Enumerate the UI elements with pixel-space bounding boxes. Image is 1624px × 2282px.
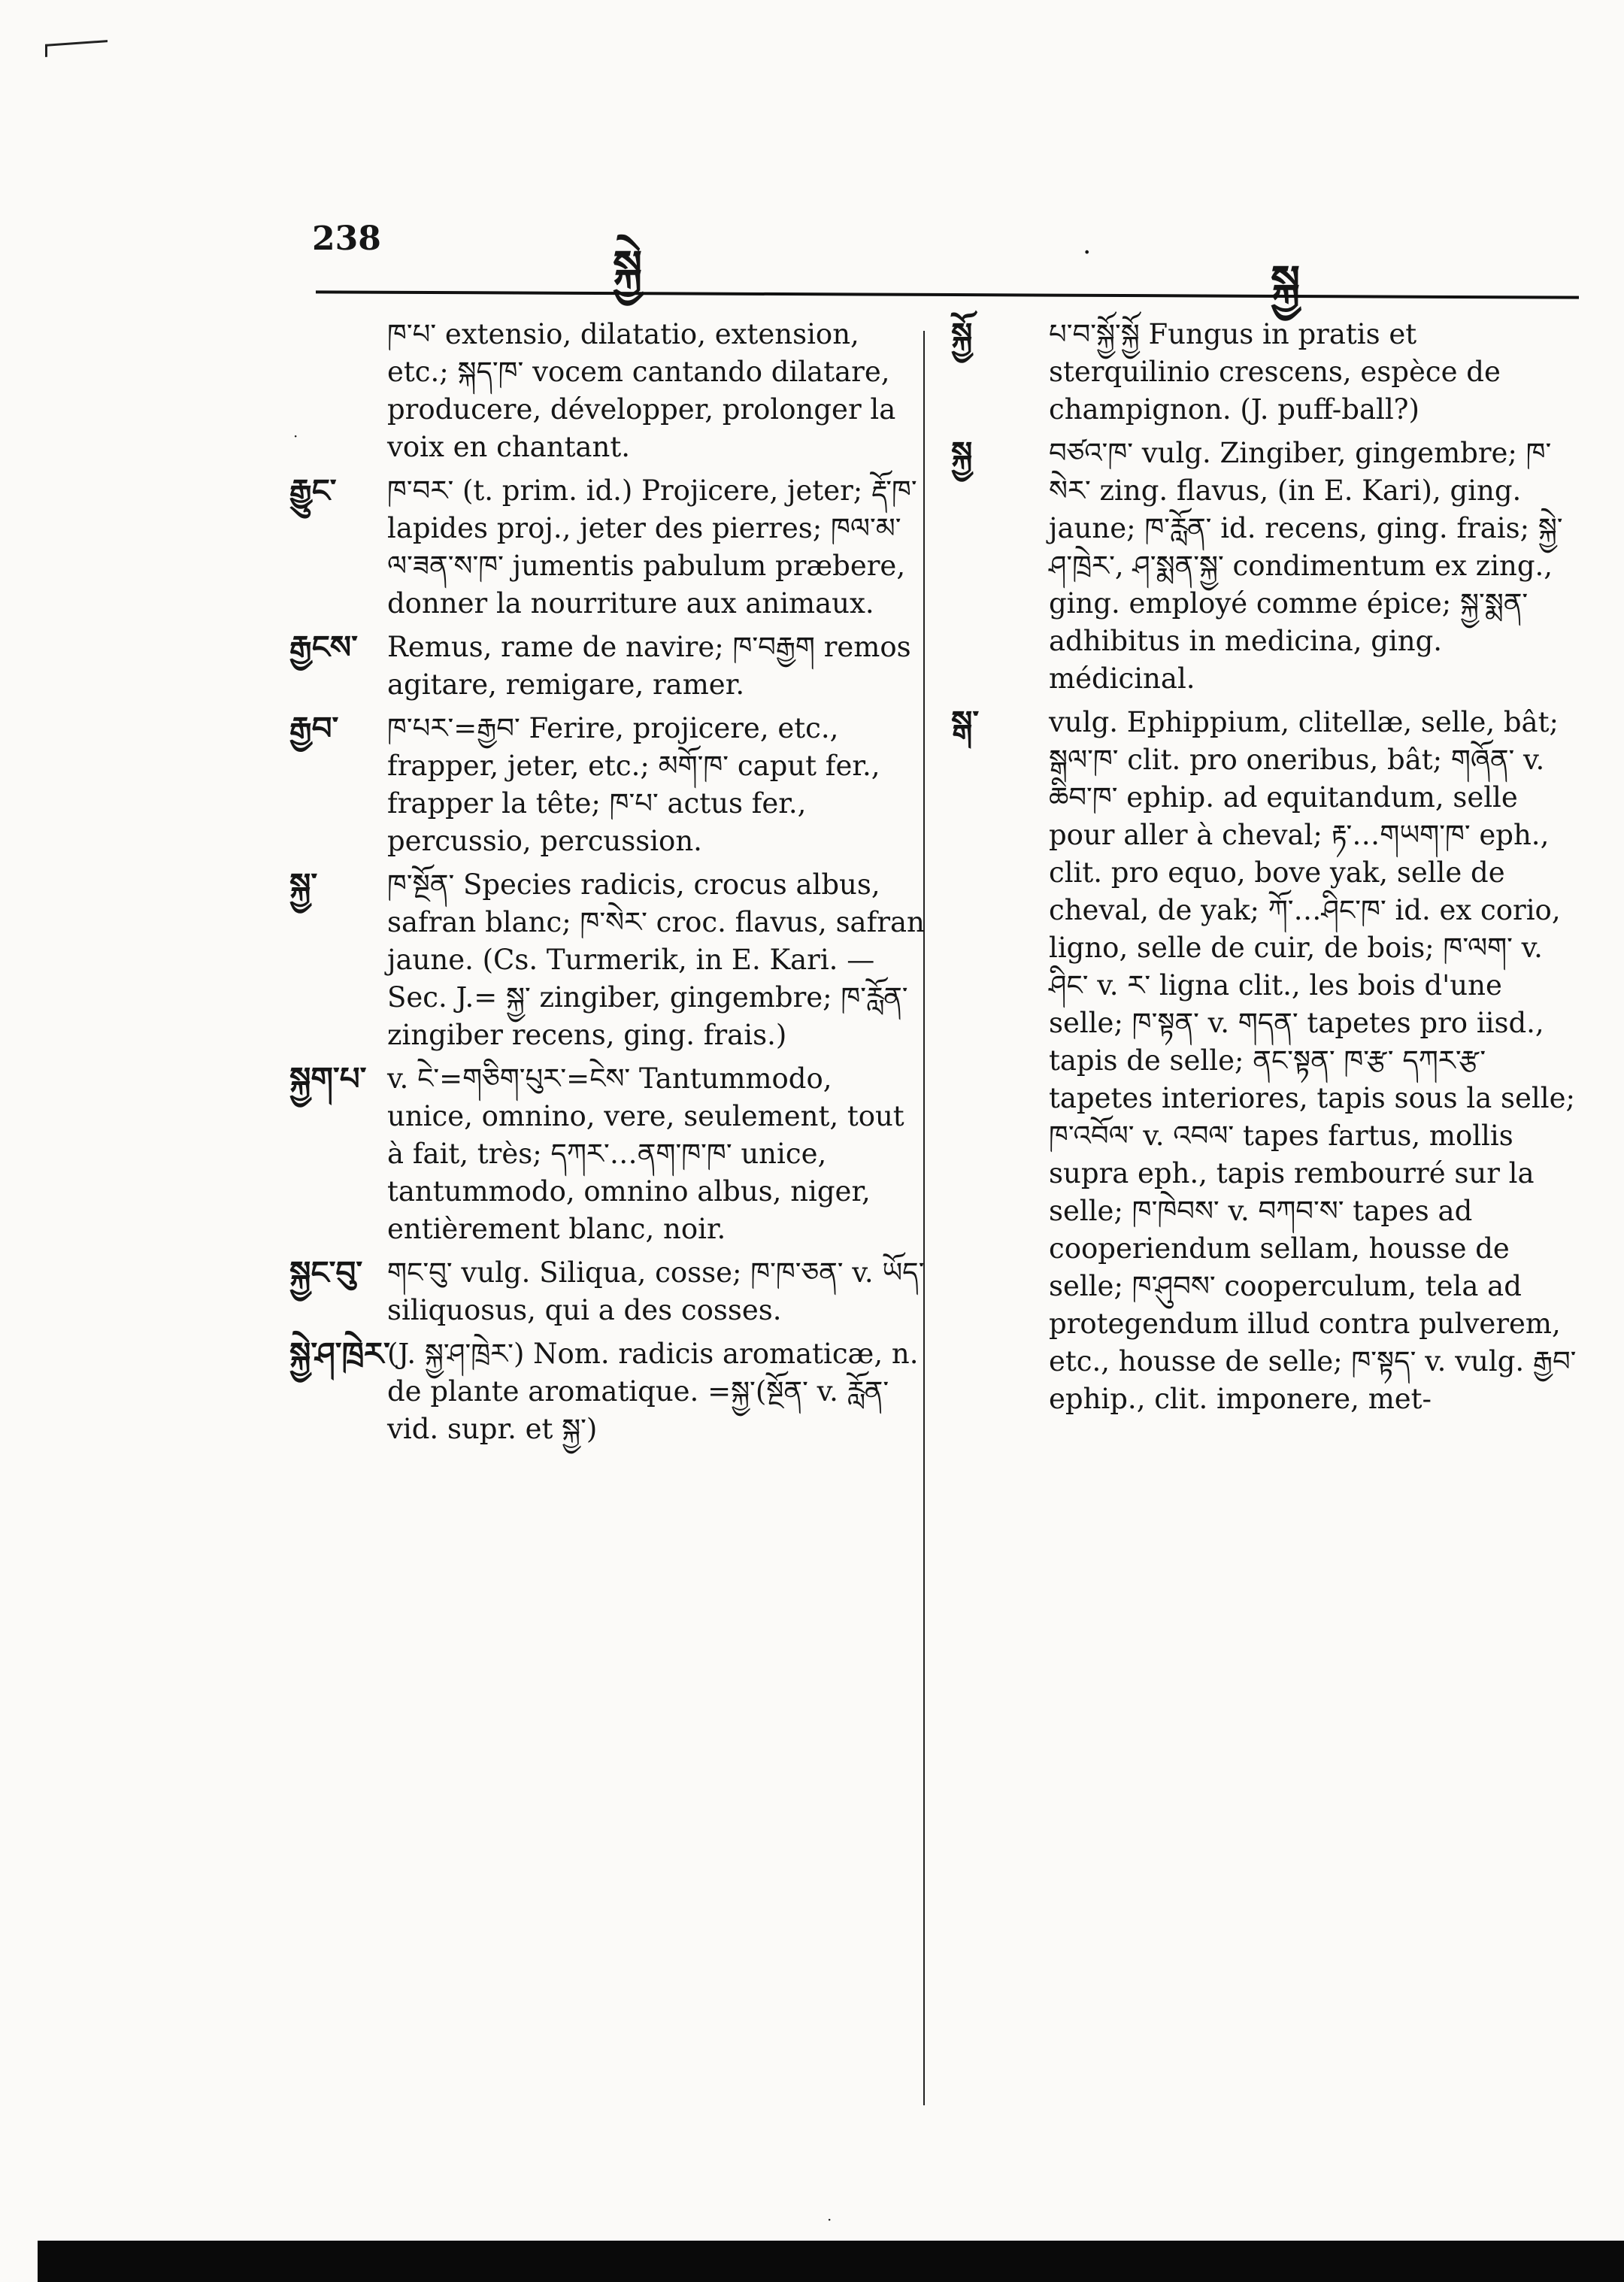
dictionary-entry [289,1254,925,1329]
entry-text: གང་བུ་ vulg. Siliqua, cosse; ཁ་ཁ་ཅན་ v. ཡོད་ siliquosus, qui a des cosses. [387,1256,925,1326]
entry-text: ཁ་པ་ extensio, dilatatio, extension, etc.; སྐད་ཁ་ vocem cantando dilatare, producere, développer, prolonger la voix en chantant. [387,318,896,463]
entry-headword: སྐྱེ་ཤ་ཁྲེར་ [289,1335,390,1372]
entry-headword: སྐྱག་པ་ [289,1060,367,1097]
dictionary-entry [289,472,925,623]
entry-headword: སྐྱ [951,435,973,471]
bottom-dot: · [827,2211,832,2229]
page-number: 238 [312,220,381,258]
entry-text: ཁ་སྔོན་ Species radicis, crocus albus, safran blanc; ཁ་སེར་ croc. flavus, safran jaune. (Cs. Turmerik, in E. Kari. — Sec. J.= སྐྱ་ zingiber, gingembre; ཁ་རློན་ zingiber recens, ging. frais.) [387,868,925,1051]
entry-headword: སྐྱོ [951,316,973,353]
dictionary-entry [951,435,1583,698]
page-header [312,212,1579,307]
entry-headword: སྐྱ་ [289,866,318,903]
entry-text: v. ངེ་=གཅིག་པུར་=ངེས་ Tantummodo, unice, omnino, vere, seulement, tout à fait, très; དཀར་…ནག་ཁ་ཁ་ unice, tantummodo, omnino albus, niger, entièrement blanc, noir. [387,1062,904,1245]
entry-headword: རྒྱུང་ [289,472,337,509]
dictionary-entry [289,1060,925,1248]
corner-mark [45,40,108,57]
entry-text: ཁ་བར་ (t. prim. id.) Projicere, jeter; རྡོ་ཁ་ lapides proj., jeter des pierres; ཁལ་མ་ལ་ཟན་ས་ཁ་ jumentis pabulum præbere, donner la nourriture aux animaux. [387,474,917,620]
left-column [289,316,925,1454]
entry-text: (J. སྐྱ་ཤ་ཁྲེར་) Nom. radicis aromaticæ, n. de plante aromatique. =སྐྱ་(སྔོན་ v. རློན་ vid. supr. et སྐྱ་) [387,1338,919,1445]
entry-headword: སྒ་ [951,704,980,741]
left-heading: སྐྱེ [613,241,643,292]
entry-text: ཁ་པར་=རྒྱབ་ Ferire, projicere, etc., frapper, jeter, etc.; མགོ་ཁ་ caput fer., frapper la tête; ཁ་པ་ actus fer., percussio, percussion. [387,712,880,857]
dictionary-entry [289,866,925,1054]
dictionary-entry [951,704,1583,1418]
dictionary-entry [289,629,925,704]
entry-headword: རྒྱབ་ [289,710,339,747]
entry-headword: རྒྱངས་ [289,629,358,665]
scan-bottom-bar [38,2241,1624,2282]
dictionary-entry [289,710,925,860]
dictionary-entry [951,316,1583,429]
dictionary-entry [289,1335,925,1448]
entry-text: Remus, rame de navire; ཁ་བརྒྱག remos agitare, remigare, ramer. [387,631,911,701]
right-column [951,316,1583,1424]
right-heading: སྐྱ [1271,256,1301,307]
dictionary-entry [289,316,925,466]
entry-text: བཙའ་ཁ་ vulg. Zingiber, gingembre; ཁ་སེར་ zing. flavus, (in E. Kari), ging. jaune; ཁ་རློན་ id. recens, ging. frais; སྐྱེ་ཤ་ཁྲེར་, ཤ་སྨན་སྐྱ་ condimentum ex zing., ging. employé comme épice; སྐྱ་སྨན་ adhibitus in medicina, ging. médicinal. [1049,437,1563,695]
entry-headword: སྐྱང་བུ་ [289,1254,363,1291]
header-dot: · [1083,238,1092,268]
entry-text: vulg. Ephippium, clitellæ, selle, bât; སྒལ་ཁ་ clit. pro oneribus, bât; གཞོན་ v. ཆིབ་ཁ་ ephip. ad equitandum, selle pour aller à cheval; རྟ་…གཡག་ཁ་ eph., clit. pro equo, bove yak, selle de cheval, de yak; ཀོ་…ཤིང་ཁ་ id. ex corio, ligno, selle de cuir, de bois; ཁ་ལག་ v. ཤིང་ v. ར་ ligna clit., les bois d'une selle; ཁ་སྟན་ v. གདན་ tapetes pro iisd., tapis de selle; ནང་སྟན་ ཁ་རྩ་ དཀར་རྩ་ tapetes interiores, tapis sous la selle; ཁ་འབོལ་ v. འབལ་ tapes fartus, mollis supra eph., tapis rembourré sur la selle; ཁ་ཁེབས་ v. བཀབ་ས་ tapes ad cooperiendum sellam, housse de selle; ཁ་ཤུབས་ cooperculum, tela ad protegendum illud contra pulverem, etc., housse de selle; ཁ་སྟད་ v. vulg. རྒྱབ་ ephip., clit. imponere, met- [1049,706,1577,1415]
stray-mark: · [293,427,298,445]
entry-text: པ་བ་སྐྱོ་སྐྱོ Fungus in pratis et sterquilinio crescens, espèce de champignon. (J. puff-ball?) [1049,318,1501,426]
